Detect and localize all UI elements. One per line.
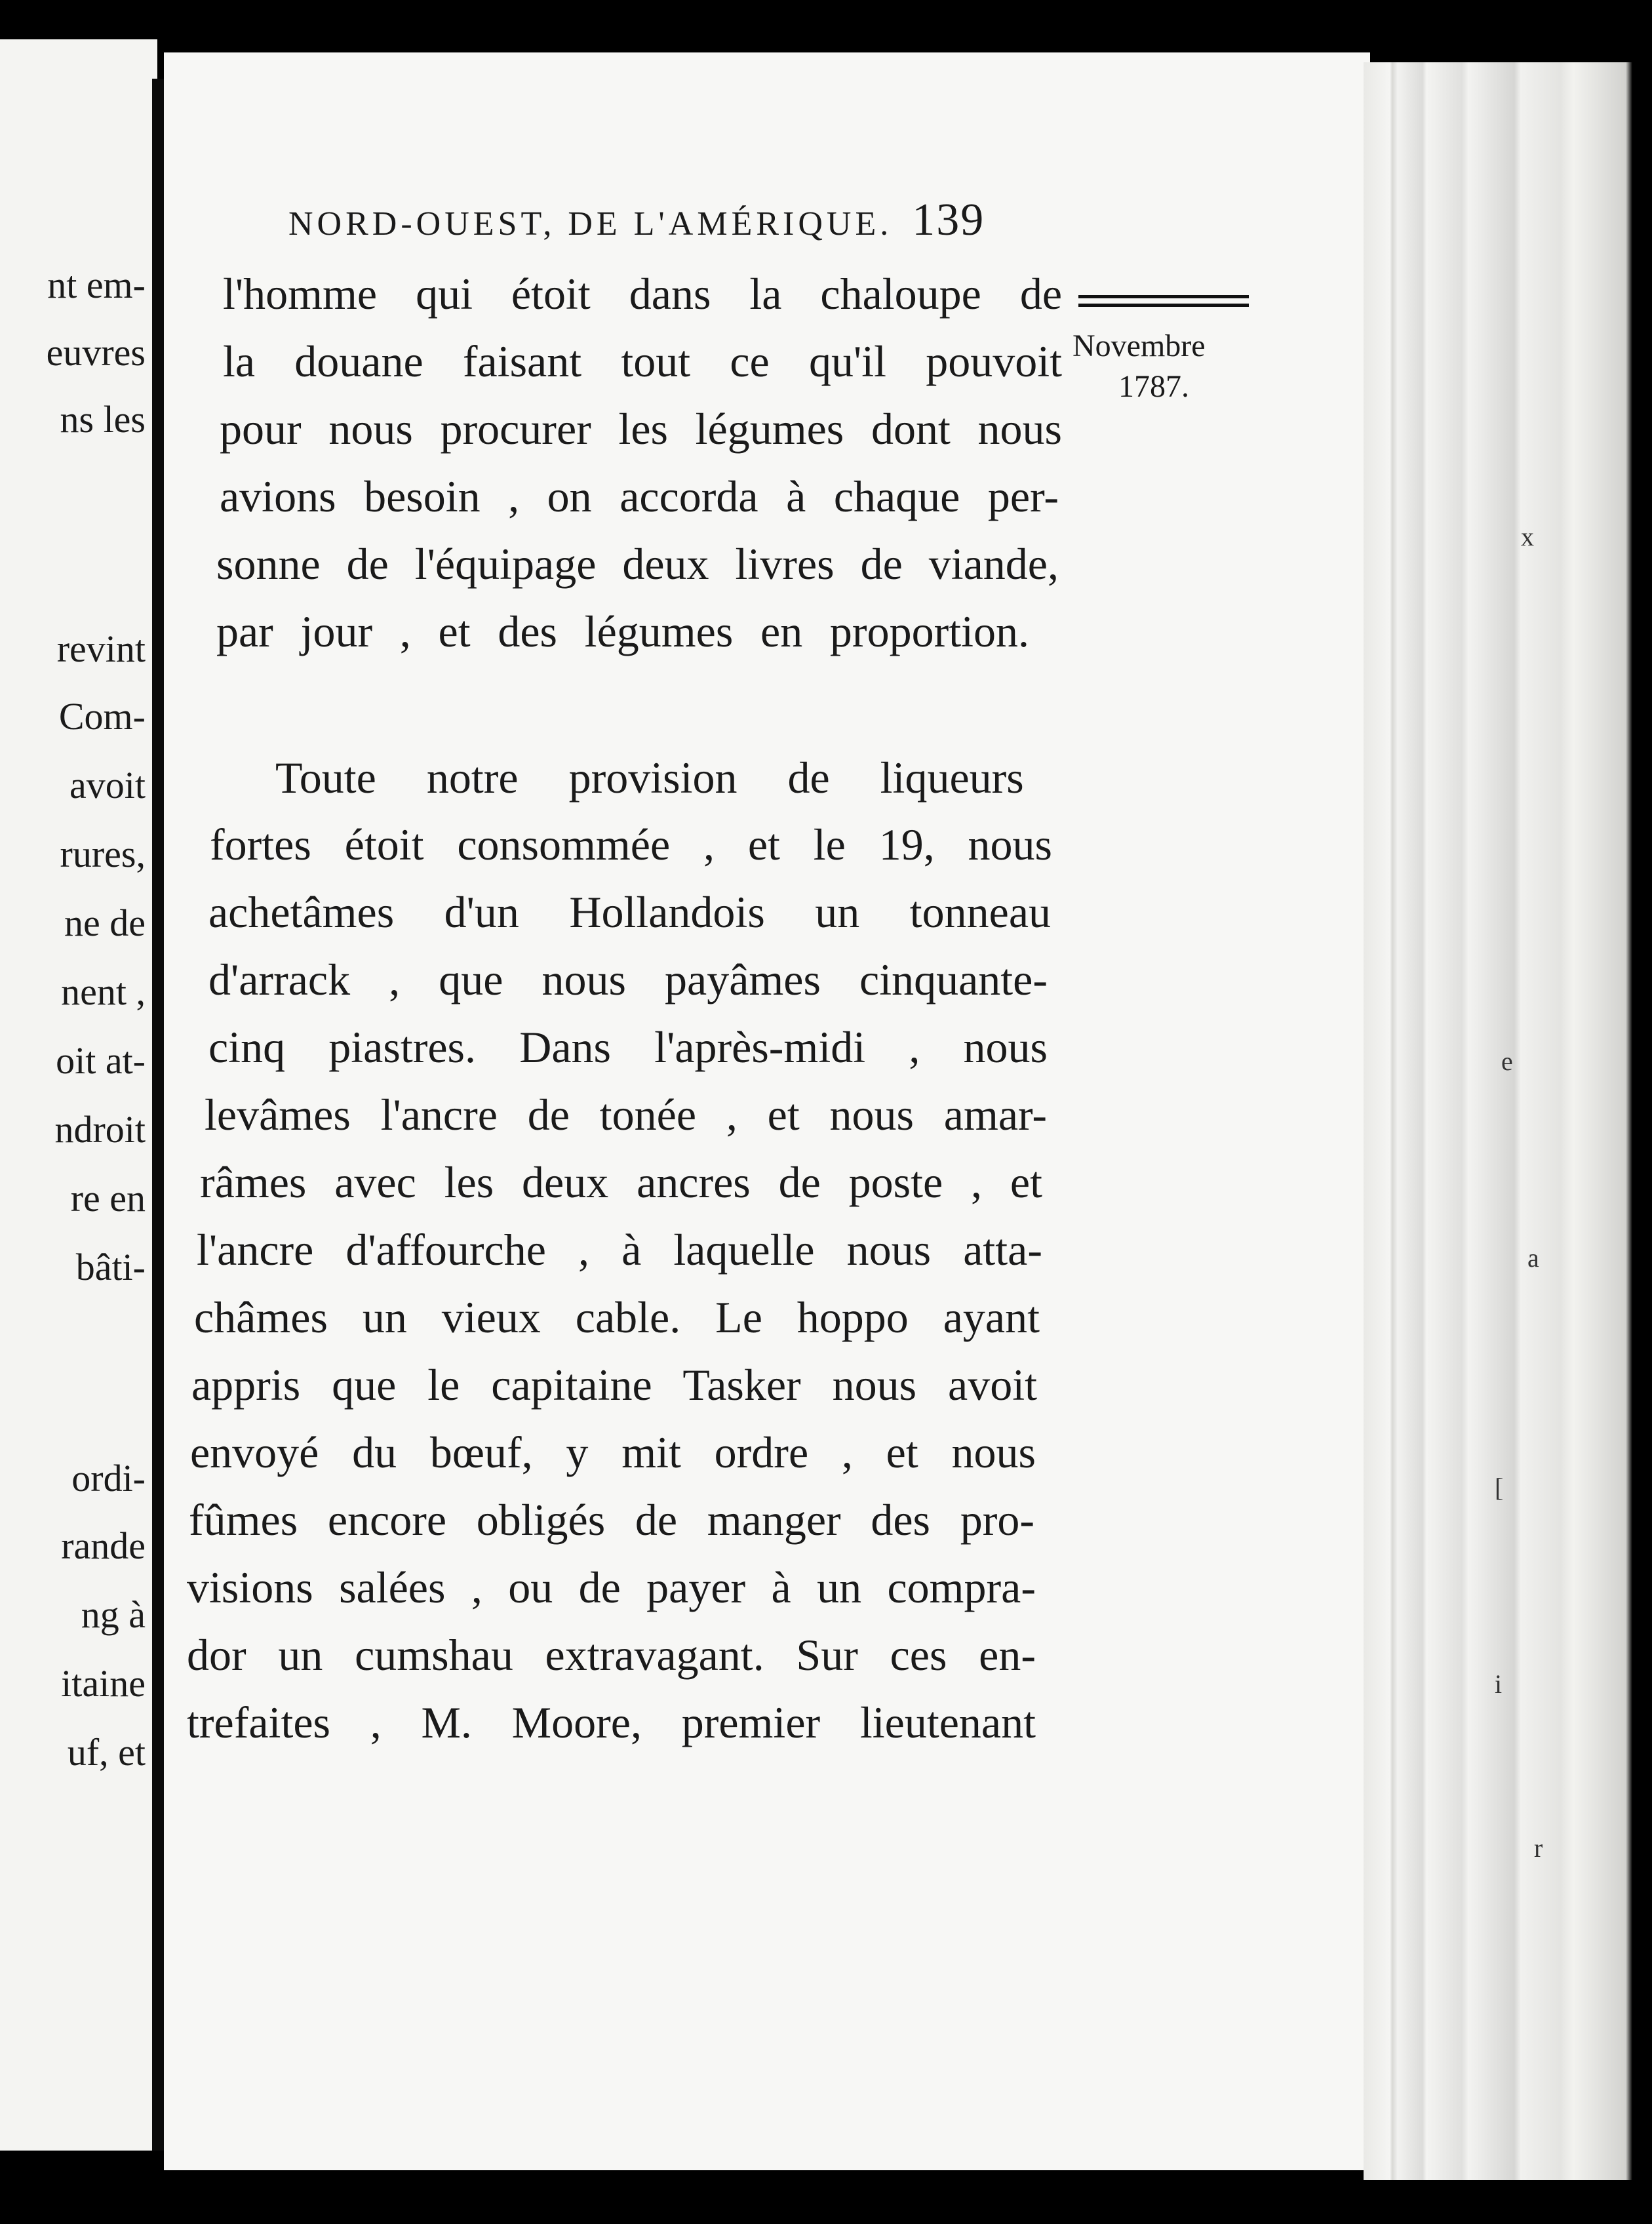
page-edges	[1364, 62, 1632, 2180]
text-line: trefaites , M. Moore, premier lieutenant	[187, 1698, 1036, 1747]
edge-mark: i	[1495, 1669, 1503, 1699]
left-fragment: euvres	[46, 331, 146, 374]
text-line: Toute notre provision de liqueurs	[275, 753, 1024, 803]
left-fragment: ordi-	[71, 1457, 146, 1499]
text-line: achetâmes d'un Hollandois un tonneau	[208, 887, 1051, 937]
left-fragment: rures,	[60, 833, 146, 875]
edge-mark: e	[1501, 1046, 1513, 1076]
edge-mark: x	[1521, 522, 1534, 551]
left-fragment: uf, et	[67, 1731, 146, 1774]
left-fragment: ne de	[64, 902, 146, 944]
left-fragment: rande	[61, 1524, 146, 1567]
left-fragment: ndroit	[54, 1108, 146, 1151]
left-page	[0, 39, 157, 2151]
edge-mark: [	[1495, 1473, 1504, 1502]
running-header	[288, 194, 985, 247]
text-line: par jour , et des légumes en proportion.	[216, 606, 1029, 656]
margin-double-rule	[1078, 295, 1249, 307]
text-line: fortes étoit consommée , et le 19, nous	[210, 820, 1052, 869]
left-fragment: re en	[70, 1177, 146, 1220]
left-fragment: revint	[56, 627, 146, 670]
text-line: râmes avec les deux ancres de poste , et	[200, 1157, 1042, 1207]
text-line: fûmes encore obligés de manger des pro-	[189, 1495, 1034, 1545]
text-line: l'ancre d'affourche , à laquelle nous atta-	[197, 1225, 1042, 1275]
text-line: l'homme qui étoit dans la chaloupe de	[223, 269, 1062, 319]
margin-note-year: 1787.	[1118, 369, 1189, 404]
left-fragment: nt em-	[47, 264, 146, 306]
text-line: la douane faisant tout ce qu'il pouvoit	[223, 336, 1062, 386]
text-line: pour nous procurer les légumes dont nous	[220, 404, 1062, 454]
margin-note-month: Novembre	[1072, 328, 1206, 363]
text-line: avions besoin , on accorda à chaque per-	[220, 471, 1059, 521]
text-line: d'arrack , que nous payâmes cinquante-	[208, 955, 1048, 1004]
left-fragment: nent ,	[61, 970, 146, 1013]
left-fragment: Com-	[58, 695, 146, 738]
text-line: levâmes l'ancre de tonée , et nous amar-	[205, 1090, 1047, 1140]
text-line: appris que le capitaine Tasker nous avoit	[191, 1360, 1037, 1410]
text-line: envoyé du bœuf, y mit ordre , et nous	[190, 1427, 1036, 1477]
edge-mark: a	[1527, 1243, 1539, 1273]
running-title: NORD-OUEST, DE L'AMÉRIQUE.	[288, 205, 893, 243]
left-fragment: bâti-	[75, 1246, 146, 1288]
text-line: sonne de l'équipage deux livres de viande,	[216, 539, 1059, 589]
left-fragment: ng à	[81, 1593, 146, 1636]
left-fragment: ns les	[60, 398, 146, 441]
text-line: cinq piastres. Dans l'après-midi , nous	[208, 1022, 1048, 1072]
left-fragment: oit at-	[56, 1039, 146, 1082]
page-number: 139	[912, 195, 985, 245]
left-fragment: avoit	[69, 764, 146, 806]
text-line: dor un cumshau extravagant. Sur ces en-	[187, 1630, 1036, 1680]
edge-mark: r	[1534, 1833, 1543, 1863]
left-fragment: itaine	[61, 1662, 146, 1705]
text-line: visions salées , ou de payer à un compra-	[187, 1562, 1036, 1612]
text-line: châmes un vieux cable. Le hoppo ayant	[194, 1292, 1040, 1342]
